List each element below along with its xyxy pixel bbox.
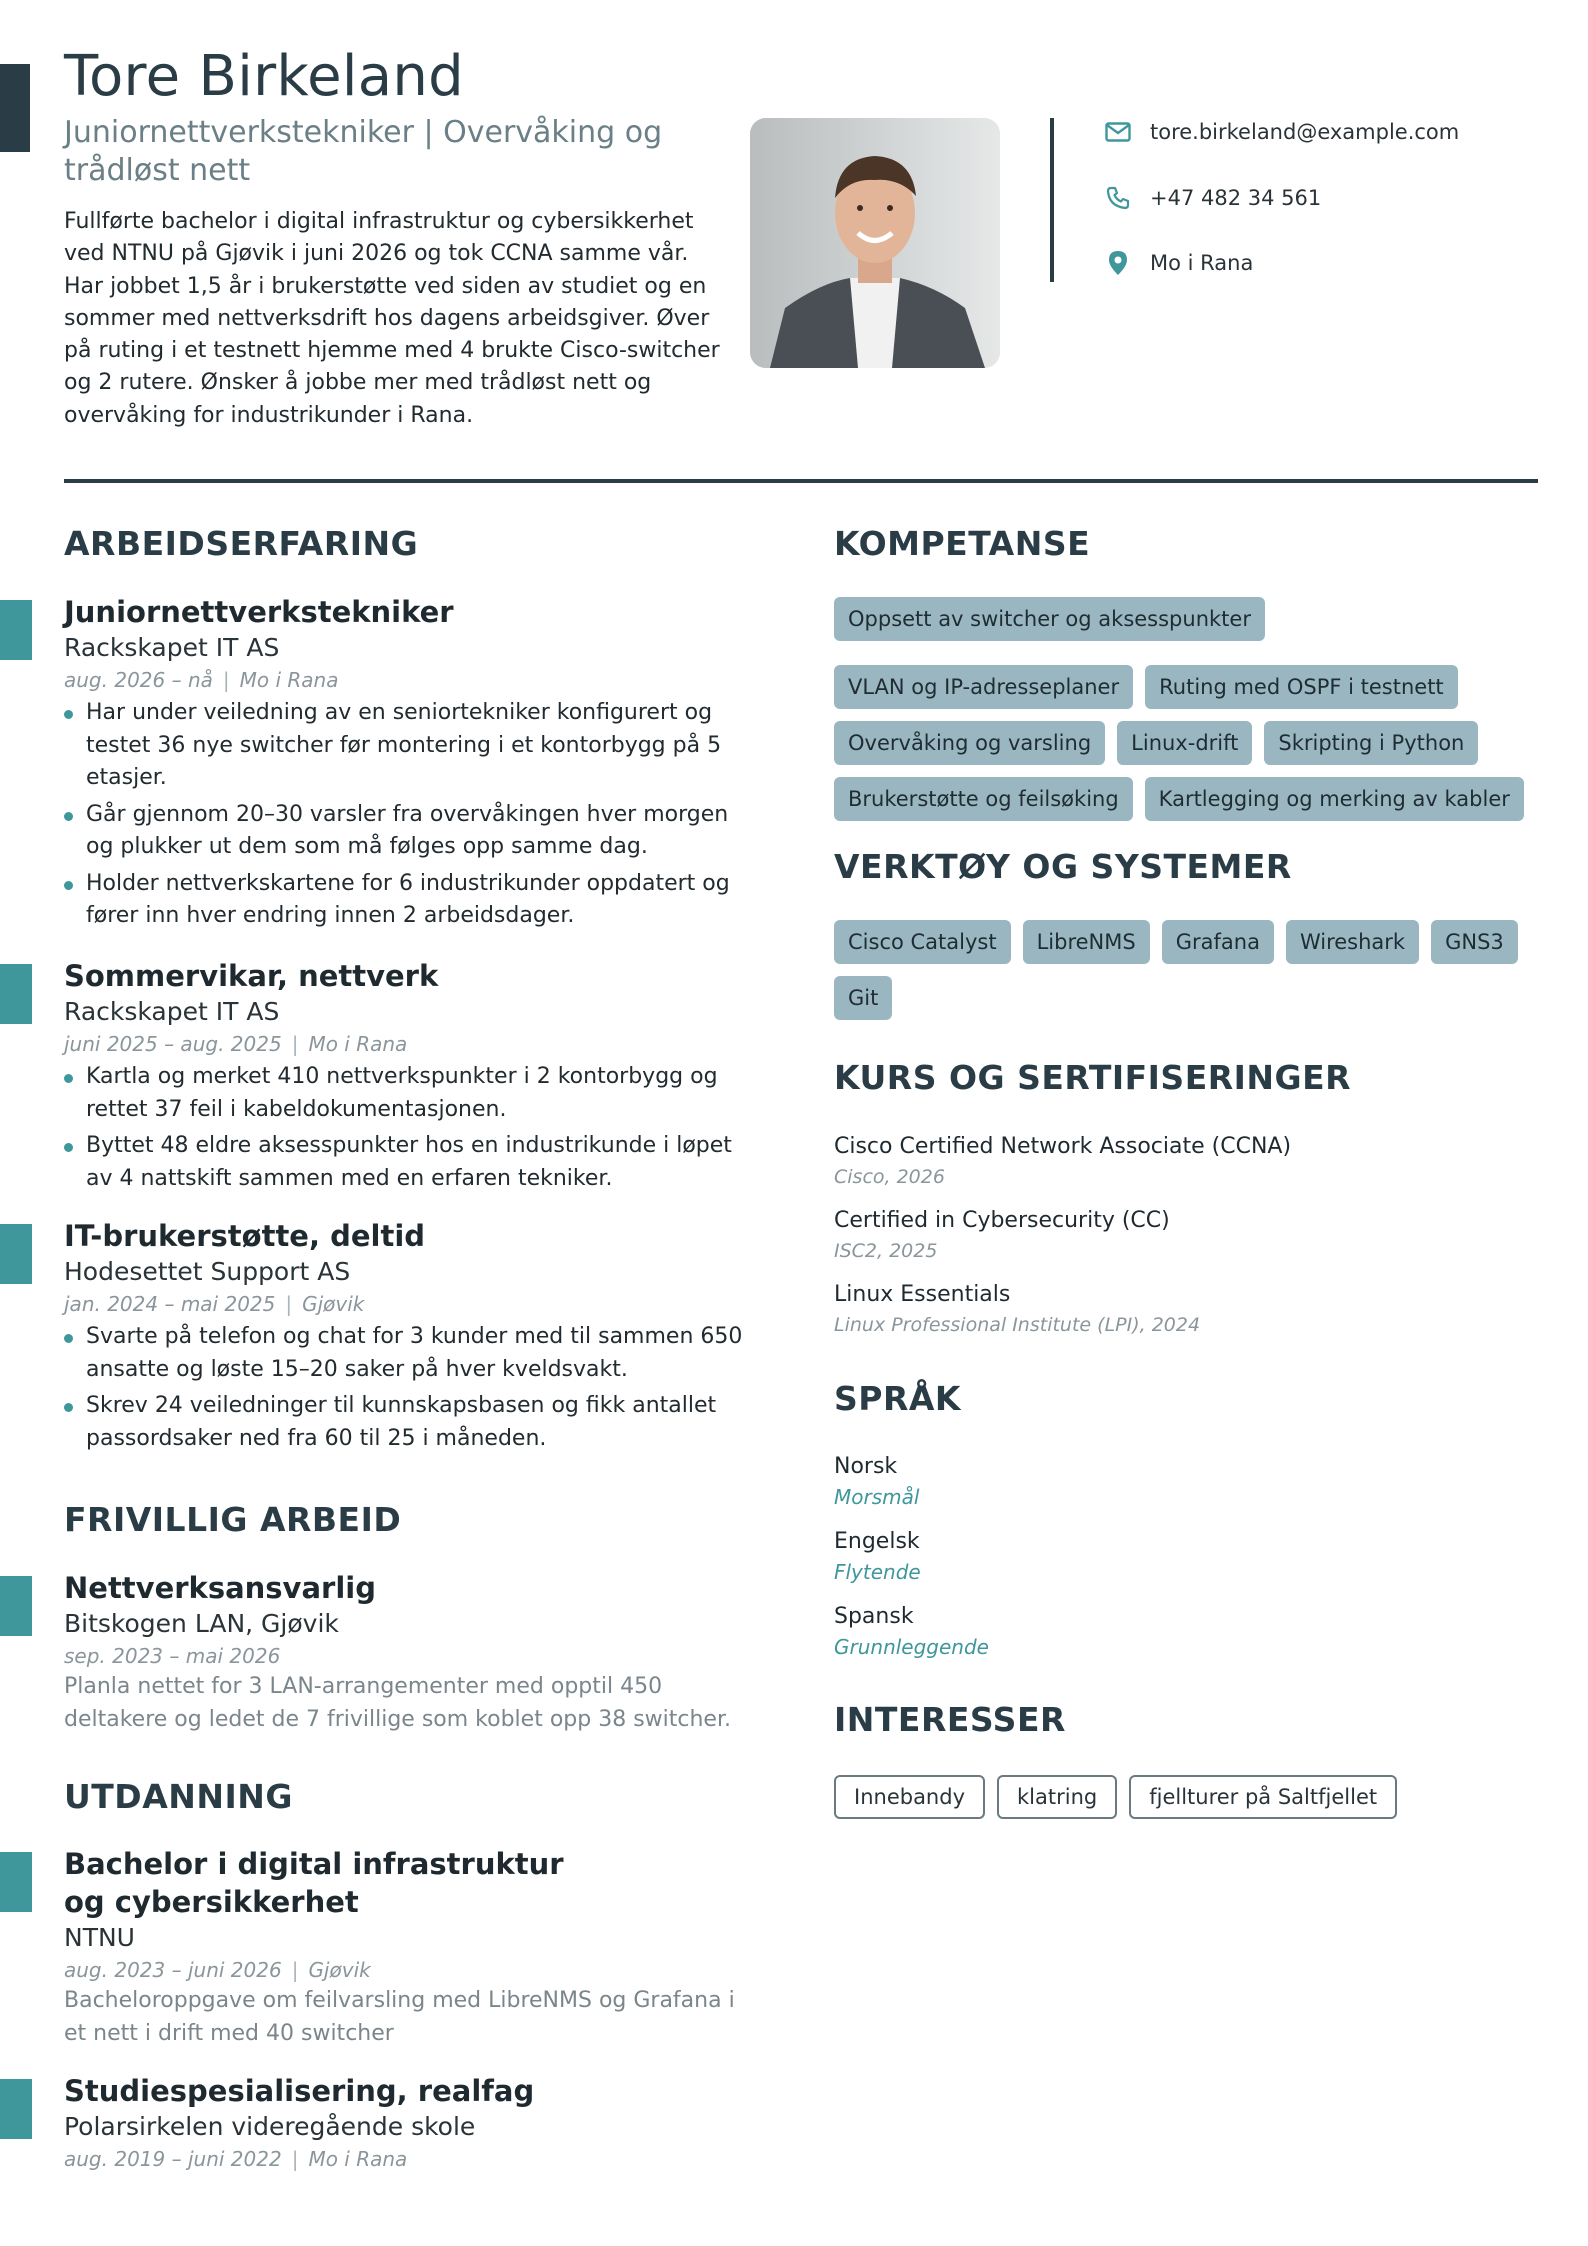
header-divider bbox=[64, 479, 1538, 483]
bullet-item: Byttet 48 eldre aksesspunkter hos en industrikunde i løpet av 4 nattskift sammen med en erfaren tekniker. bbox=[64, 1130, 754, 1195]
degree-title: Bachelor i digital infrastruktur og cybersikkerhet bbox=[64, 1847, 564, 1919]
language-level: Flytende bbox=[834, 1560, 921, 1584]
education-meta: aug. 2019 – juni 2022 | Mo i Rana bbox=[64, 2147, 408, 2171]
job-dates: jan. 2024 – mai 2025 bbox=[64, 1292, 276, 1316]
experience-entry bbox=[64, 1217, 754, 1459]
languages-list bbox=[834, 1451, 1534, 1661]
tool-chip: LibreNMS bbox=[1023, 920, 1150, 964]
section-title-education: UTDANNING bbox=[64, 1777, 293, 1816]
entry-accent-bar bbox=[0, 1224, 32, 1284]
tool-chip: Grafana bbox=[1162, 920, 1274, 964]
contact-phone[interactable] bbox=[1104, 184, 1321, 212]
bullet-item: Svarte på telefon og chat for 3 kunder med til sammen 650 ansatte og løste 15–20 saker på hver kveldsvakt. bbox=[64, 1321, 754, 1386]
section-title-languages: SPRÅK bbox=[834, 1379, 961, 1418]
language-name: Engelsk bbox=[834, 1529, 920, 1554]
section-title-tools: VERKTØY OG SYSTEMER bbox=[834, 847, 1292, 886]
tool-chip: GNS3 bbox=[1431, 920, 1518, 964]
employer: Hodesettet Support AS bbox=[64, 1257, 351, 1286]
profile-photo bbox=[750, 118, 1000, 368]
language-name: Norsk bbox=[834, 1454, 898, 1479]
certs-list bbox=[834, 1131, 1534, 1339]
interest-chip: klatring bbox=[997, 1775, 1117, 1819]
job-dates: juni 2025 – aug. 2025 bbox=[64, 1032, 282, 1056]
skill-chip: Kartlegging og merking av kabler bbox=[1145, 777, 1524, 821]
school: NTNU bbox=[64, 1923, 135, 1952]
cert-item bbox=[834, 1205, 1534, 1265]
skill-chip: Ruting med OSPF i testnett bbox=[1145, 665, 1458, 709]
section-title-experience: ARBEIDSERFARING bbox=[64, 524, 419, 563]
phone-text: +47 482 34 561 bbox=[1150, 186, 1322, 210]
job-title: Sommervikar, nettverk bbox=[64, 959, 439, 993]
volunteer-desc: Planla nettet for 3 LAN-arrangementer med opptil 450 deltakere og ledet de 7 frivillige som koblet opp 38 switcher. bbox=[64, 1674, 731, 1732]
bullet-item: Har under veiledning av en seniortekniker konfigurert og testet 36 nye switcher før montering i et kontorbygg på 5 etasjer. bbox=[64, 697, 754, 795]
education-desc: Bacheloroppgave om feilvarsling med LibreNMS og Grafana i et nett i drift med 40 switcher bbox=[64, 1988, 735, 2046]
skill-chip: Overvåking og varsling bbox=[834, 721, 1105, 765]
volunteer-entry bbox=[64, 1569, 754, 1736]
summary: Fullførte bachelor i digital infrastruktur og cybersikkerhet ved NTNU på Gjøvik i juni 2026 og tok CCNA samme vår. Har jobbet 1,5 år i brukerstøtte ved siden av studiet og en sommer med nettverksdrift hos dagens arbeidsgiver. Øver på ruting i et testnett hjemme med 4 brukte Cisco-switcher og 2 rutere. Ønsker å jobbe mer med trådløst nett og overvåking for industrikunder i Rana. bbox=[64, 209, 720, 428]
headline: Juniornettverkstekniker | Overvåking og trådløst nett bbox=[64, 115, 663, 188]
school: Polarsirkelen videregående skole bbox=[64, 2112, 476, 2141]
contact-email[interactable] bbox=[1104, 118, 1459, 146]
education-dates: aug. 2019 – juni 2022 bbox=[64, 2147, 282, 2171]
skill-chip: Skripting i Python bbox=[1264, 721, 1478, 765]
entry-accent-bar bbox=[0, 600, 32, 660]
section-title-volunteer: FRIVILLIG ARBEID bbox=[64, 1500, 402, 1539]
language-item bbox=[834, 1451, 1534, 1511]
employer: Rackskapet IT AS bbox=[64, 633, 280, 662]
cert-name: Certified in Cybersecurity (CC) bbox=[834, 1208, 1170, 1233]
cert-item bbox=[834, 1279, 1534, 1339]
job-bullets bbox=[64, 1321, 754, 1455]
contact-divider bbox=[1050, 118, 1054, 282]
entry-accent-bar bbox=[0, 1576, 32, 1636]
cert-name: Cisco Certified Network Associate (CCNA) bbox=[834, 1134, 1292, 1159]
volunteer-org: Bitskogen LAN, Gjøvik bbox=[64, 1609, 339, 1638]
skill-chip: Oppsett av switcher og aksesspunkter bbox=[834, 597, 1265, 641]
entry-accent-bar bbox=[0, 2079, 32, 2139]
experience-entry bbox=[64, 593, 754, 937]
education-entry bbox=[64, 1845, 735, 2050]
section-title-interests: INTERESSER bbox=[834, 1700, 1066, 1739]
cert-name: Linux Essentials bbox=[834, 1282, 1011, 1307]
skills-list bbox=[834, 597, 1534, 821]
location-text: Mo i Rana bbox=[1150, 251, 1254, 275]
language-item bbox=[834, 1601, 1534, 1661]
phone-icon bbox=[1104, 184, 1132, 212]
volunteer-title: Nettverksansvarlig bbox=[64, 1571, 376, 1605]
degree-title: Studiespesialisering, realfag bbox=[64, 2074, 535, 2108]
skill-chip: Brukerstøtte og feilsøking bbox=[834, 777, 1133, 821]
candidate-name: Tore Birkeland bbox=[64, 44, 465, 109]
skill-chip: Linux-drift bbox=[1117, 721, 1252, 765]
job-title: IT-brukerstøtte, deltid bbox=[64, 1219, 426, 1253]
job-meta: juni 2025 – aug. 2025 | Mo i Rana bbox=[64, 1032, 408, 1056]
bullet-item: Skrev 24 veiledninger til kunnskapsbasen og fikk antallet passordsaker ned fra 60 til 25 i måneden. bbox=[64, 1390, 754, 1455]
location-pin-icon bbox=[1104, 249, 1132, 277]
job-bullets bbox=[64, 1061, 754, 1195]
job-meta: aug. 2026 – nå | Mo i Rana bbox=[64, 668, 339, 692]
job-place: Mo i Rana bbox=[239, 668, 339, 692]
entry-accent-bar bbox=[0, 964, 32, 1024]
tool-chip: Git bbox=[834, 976, 892, 1020]
interest-chip: fjellturer på Saltfjellet bbox=[1129, 1775, 1397, 1819]
job-place: Gjøvik bbox=[302, 1292, 365, 1316]
section-title-skills: KOMPETANSE bbox=[834, 524, 1091, 563]
job-dates: aug. 2026 – nå bbox=[64, 668, 213, 692]
experience-entry bbox=[64, 957, 754, 1199]
email-text: tore.birkeland@example.com bbox=[1150, 120, 1460, 144]
bullet-item: Holder nettverkskartene for 6 industrikunder oppdatert og fører inn hver endring innen 2 arbeidsdager. bbox=[64, 868, 754, 933]
interests-list bbox=[834, 1775, 1534, 1819]
language-level: Grunnleggende bbox=[834, 1635, 989, 1659]
language-level: Morsmål bbox=[834, 1485, 920, 1509]
job-place: Mo i Rana bbox=[308, 1032, 408, 1056]
tools-list bbox=[834, 920, 1524, 1020]
language-item bbox=[834, 1526, 1534, 1586]
education-dates: aug. 2023 – juni 2026 bbox=[64, 1958, 282, 1982]
job-meta: jan. 2024 – mai 2025 | Gjøvik bbox=[64, 1292, 365, 1316]
mail-icon bbox=[1104, 118, 1132, 146]
language-name: Spansk bbox=[834, 1604, 914, 1629]
volunteer-dates: sep. 2023 – mai 2026 bbox=[64, 1644, 281, 1668]
cert-meta: Linux Professional Institute (LPI), 2024 bbox=[834, 1314, 1201, 1336]
employer: Rackskapet IT AS bbox=[64, 997, 280, 1026]
tool-chip: Cisco Catalyst bbox=[834, 920, 1011, 964]
contact-location bbox=[1104, 249, 1253, 277]
cert-meta: Cisco, 2026 bbox=[834, 1166, 945, 1188]
education-meta: aug. 2023 – juni 2026 | Gjøvik bbox=[64, 1958, 371, 1982]
job-title: Juniornettverkstekniker bbox=[64, 595, 454, 629]
job-bullets bbox=[64, 697, 754, 933]
bullet-item: Kartla og merket 410 nettverkspunkter i 2 kontorbygg og rettet 37 feil i kabeldokumentasjonen. bbox=[64, 1061, 754, 1126]
name-accent-bar bbox=[0, 64, 30, 152]
education-place: Gjøvik bbox=[308, 1958, 371, 1982]
section-title-certs: KURS OG SERTIFISERINGER bbox=[834, 1058, 1352, 1097]
interest-chip: Innebandy bbox=[834, 1775, 985, 1819]
skill-chip: VLAN og IP-adresseplaner bbox=[834, 665, 1133, 709]
cert-meta: ISC2, 2025 bbox=[834, 1240, 938, 1262]
entry-accent-bar bbox=[0, 1852, 32, 1912]
education-entry bbox=[64, 2072, 754, 2174]
bullet-item: Går gjennom 20–30 varsler fra overvåkingen hver morgen og plukker ut dem som må følges opp samme dag. bbox=[64, 799, 754, 864]
tool-chip: Wireshark bbox=[1286, 920, 1419, 964]
education-place: Mo i Rana bbox=[308, 2147, 408, 2171]
cert-item bbox=[834, 1131, 1534, 1191]
